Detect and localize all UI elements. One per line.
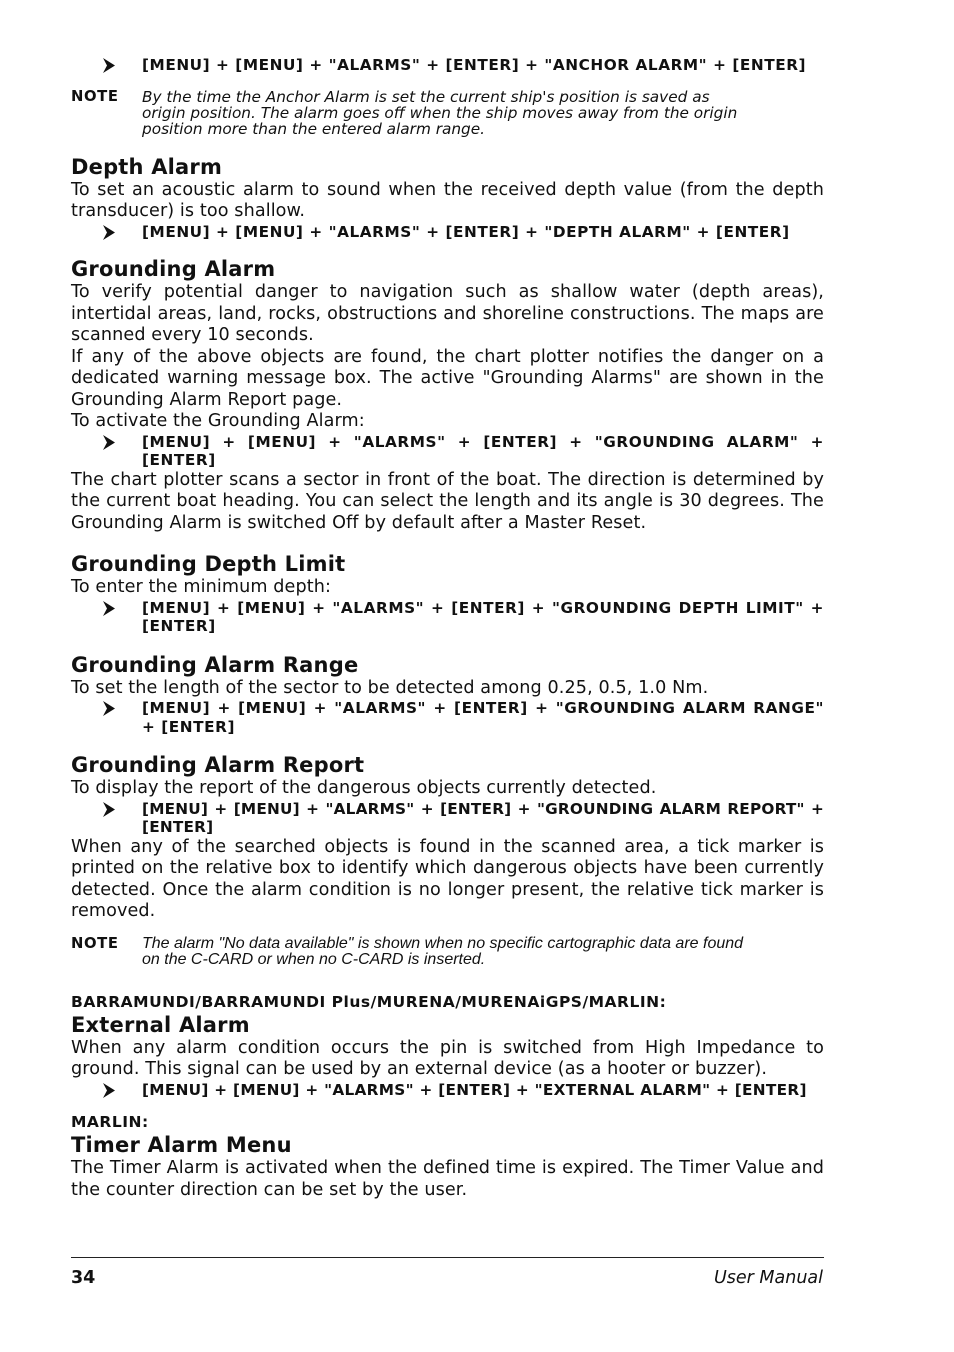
paragraph: To set an acoustic alarm to sound when the received depth value (from the depth transducer) is too shallow. bbox=[71, 179, 824, 221]
command-text: [MENU] + [MENU] + "ALARMS" + [ENTER] + "GROUNDING DEPTH LIMIT" + [ENTER] bbox=[142, 598, 824, 635]
command-external-alarm bbox=[71, 1081, 824, 1100]
command-text: [MENU] + [MENU] + "ALARMS" + [ENTER] + "GROUNDING ALARM" + [ENTER] bbox=[142, 432, 824, 469]
note-label: NOTE bbox=[71, 87, 119, 105]
paragraph: The chart plotter scans a sector in front of the boat. The direction is determined by the current boat heading. You can select the length and its angle is 30 degrees. The Grounding Alarm is switched Off by default after a Master Reset. bbox=[71, 469, 824, 533]
command-text: [MENU] + [MENU] + "ALARMS" + [ENTER] + "GROUNDING ALARM RANGE" + [ENTER] bbox=[142, 699, 824, 736]
command-text: [MENU] + [MENU] + "ALARMS" + [ENTER] + "DEPTH ALARM" + [ENTER] bbox=[142, 222, 790, 241]
arrow-bullet-icon bbox=[71, 599, 142, 617]
command-grounding-alarm-range bbox=[71, 699, 824, 736]
arrow-bullet-icon bbox=[71, 800, 142, 818]
paragraph: To enter the minimum depth: bbox=[71, 577, 332, 597]
note-text: The alarm "No data available" is shown when no specific cartographic data are found on the C-CARD or when no C-CARD is inserted. bbox=[142, 934, 744, 968]
command-anchor-alarm bbox=[71, 56, 824, 75]
command-text: [MENU] + [MENU] + "ALARMS" + [ENTER] + "EXTERNAL ALARM" + [ENTER] bbox=[142, 1080, 807, 1099]
heading-grounding-alarm: Grounding Alarm bbox=[71, 257, 276, 281]
paragraph: The Timer Alarm is activated when the defined time is expired. The Timer Value and the counter direction can be set by the user. bbox=[71, 1158, 824, 1200]
paragraph: When any of the searched objects is found in the scanned area, a tick marker is printed on the relative box to identify which dangerous objects have been currently detected. Once the alarm condition is no longer present, the relative tick marker is removed. bbox=[71, 836, 824, 921]
command-text: [MENU] + [MENU] + "ALARMS" + [ENTER] + "GROUNDING ALARM REPORT" + [ENTER] bbox=[142, 799, 824, 836]
heading-depth-alarm: Depth Alarm bbox=[71, 154, 223, 179]
command-grounding-depth-limit bbox=[71, 599, 824, 636]
page-number: 34 bbox=[71, 1268, 96, 1288]
heading-grounding-alarm-report: Grounding Alarm Report bbox=[71, 753, 365, 777]
note-label: NOTE bbox=[71, 934, 119, 952]
paragraph: To activate the Grounding Alarm: bbox=[71, 411, 365, 431]
footer-divider bbox=[71, 1257, 824, 1258]
manual-title: User Manual bbox=[713, 1268, 823, 1288]
arrow-bullet-icon bbox=[71, 699, 142, 717]
command-grounding-alarm-report bbox=[71, 800, 824, 837]
note-anchor bbox=[71, 89, 824, 137]
command-depth-alarm bbox=[71, 223, 824, 242]
arrow-bullet-icon bbox=[71, 56, 142, 74]
note-no-data bbox=[71, 936, 824, 968]
heading-grounding-depth-limit: Grounding Depth Limit bbox=[71, 552, 346, 576]
arrow-bullet-icon bbox=[71, 1081, 142, 1099]
manual-page bbox=[71, 56, 824, 1201]
arrow-bullet-icon bbox=[71, 433, 142, 451]
heading-grounding-alarm-range: Grounding Alarm Range bbox=[71, 652, 359, 677]
heading-timer-alarm-menu: Timer Alarm Menu bbox=[71, 1133, 292, 1157]
paragraph: If any of the above objects are found, the chart plotter notifies the danger on a dedicated warning message box. The active "Grounding Alarms" are shown in the Grounding Alarm Report page. bbox=[71, 346, 824, 410]
models-label: MARLIN: bbox=[71, 1113, 149, 1131]
models-label: BARRAMUNDI/BARRAMUNDI Plus/MURENA/MURENAiGPS/MARLIN: bbox=[71, 992, 667, 1011]
note-text: By the time the Anchor Alarm is set the current ship's position is saved as origin position. The alarm goes off when the ship moves away from the origin position more than the entered alarm range. bbox=[142, 87, 738, 138]
arrow-bullet-icon bbox=[71, 223, 142, 241]
heading-external-alarm: External Alarm bbox=[71, 1012, 250, 1037]
paragraph: To verify potential danger to navigation such as shallow water (depth areas), intertidal areas, land, rocks, obstructions and shoreline constructions. The maps are scanned every 10 seconds. bbox=[71, 282, 824, 345]
command-text: [MENU] + [MENU] + "ALARMS" + [ENTER] + "ANCHOR ALARM" + [ENTER] bbox=[142, 56, 807, 74]
paragraph: When any alarm condition occurs the pin is switched from High Impedance to ground. This signal can be used by an external device (as a hooter or buzzer). bbox=[71, 1037, 824, 1079]
command-grounding-alarm bbox=[71, 433, 824, 470]
paragraph: To set the length of the sector to be detected among 0.25, 0.5, 1.0 Nm. bbox=[71, 677, 709, 698]
paragraph: To display the report of the dangerous objects currently detected. bbox=[71, 778, 657, 798]
